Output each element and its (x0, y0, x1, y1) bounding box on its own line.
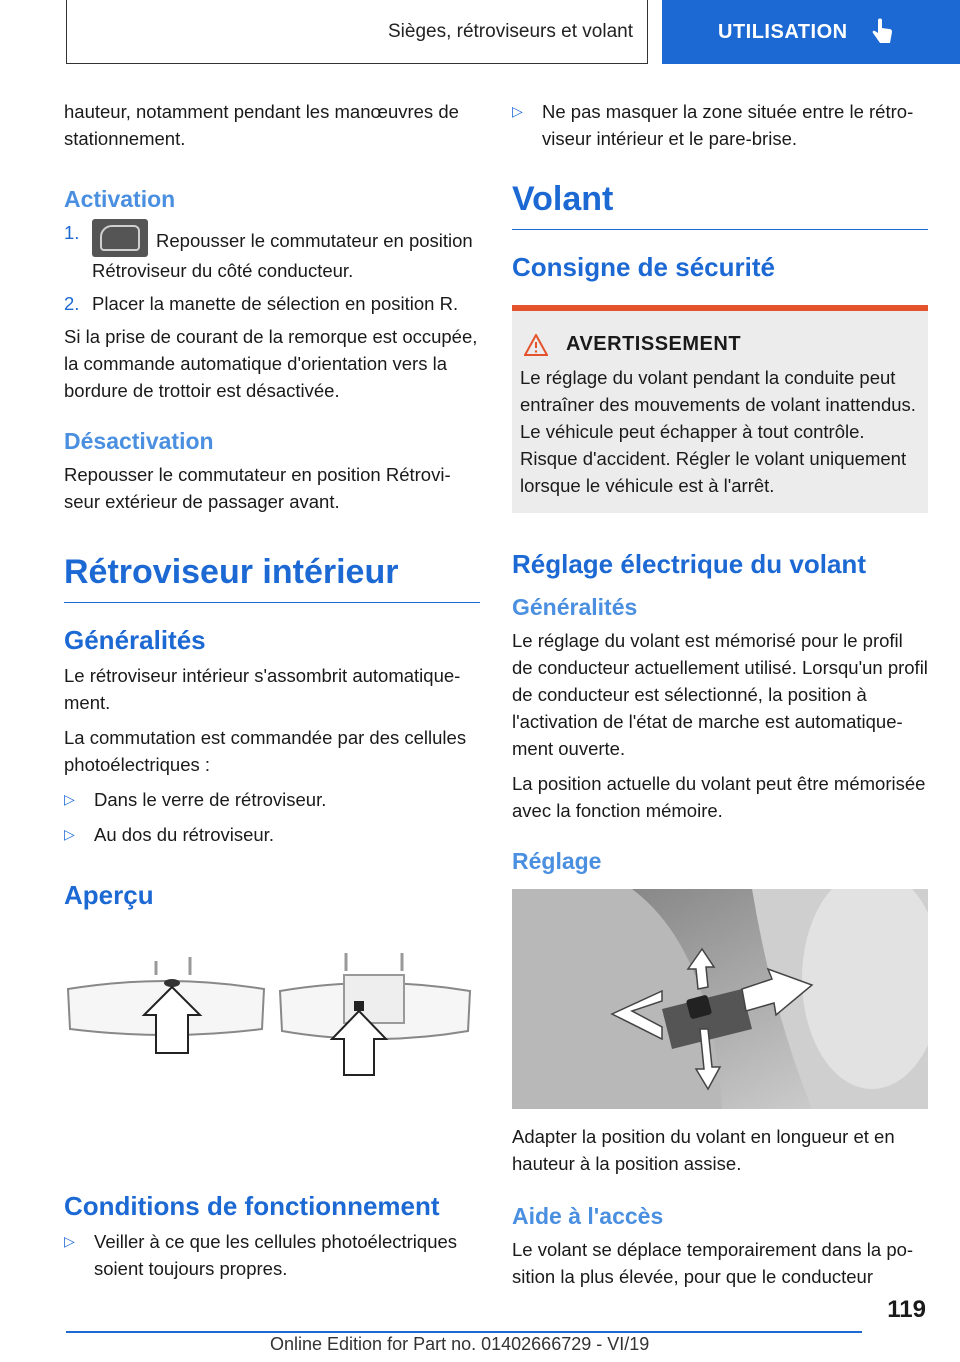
adjustment-heading: Réglage (512, 848, 602, 874)
running-header-section (66, 0, 648, 64)
general-heading: Généralités (64, 625, 206, 655)
list-item-text: Veiller à ce que les cellules photoélectriques soient toujours propres. (94, 1231, 458, 1279)
general-paragraph: La position actuelle du volant peut être mémorisée avec la fonction mémoire. (512, 773, 926, 821)
general-paragraph: Le rétroviseur intérieur s'assombrit automatiquement. (64, 665, 461, 713)
activation-step (64, 290, 480, 317)
triangle-bullet-icon: ▷ (64, 1233, 75, 1249)
access-aid-heading: Aide à l'accès (512, 1203, 664, 1229)
step-number: 1. (64, 222, 80, 243)
warning-title (520, 333, 920, 356)
safety-heading: Consigne de sécurité (512, 252, 775, 282)
general-paragraph: La commutation est commandée par des cellules photoélectriques : (64, 727, 467, 775)
list-item (64, 1228, 480, 1282)
list-item (64, 786, 480, 813)
step-text: Placer la manette de sélection en position R. (92, 293, 459, 314)
steering-adjustment-photo (512, 889, 928, 1109)
list-item-text: Ne pas masquer la zone située entre le rétroviseur intérieur et le pare-brise. (542, 101, 914, 149)
footer-divider (66, 1331, 862, 1333)
operating-conditions-heading: Conditions de fonctionnement (64, 1191, 440, 1221)
activation-note: Si la prise de courant de la remorque est occupée, la commande automatique d'orientation vers la bordure de trottoir est désactivée. (64, 326, 478, 401)
electric-adjustment-heading: Réglage électrique du volant (512, 549, 866, 579)
access-aid-text: Le volant se déplace temporairement dans la position la plus élevée, pour que le conducteur (512, 1239, 914, 1287)
section-title: Sièges, rétroviseurs et volant (387, 20, 633, 42)
list-item (64, 821, 480, 848)
left-column (64, 98, 480, 1290)
chapter-title: UTILISATION (718, 20, 848, 43)
deactivation-text: Repousser le commutateur en position Rétroviseur extérieur de passager avant. (64, 464, 451, 512)
steering-wheel-heading: Volant (512, 180, 928, 230)
triangle-bullet-icon: ▷ (512, 103, 523, 119)
activation-heading: Activation (64, 186, 176, 212)
list-item-text: Dans le verre de rétroviseur. (94, 789, 327, 810)
general-paragraph: Le réglage du volant est mémorisé pour le profil de conducteur actuellement utilisé. Lorsqu'un profil de conducteur est sélectionné, la position à l'activation de l'état de marche est automatiquement ouverte. (512, 630, 928, 759)
right-column (512, 98, 928, 1298)
warning-triangle-icon (524, 334, 548, 356)
mirror-switch-button-icon (92, 219, 148, 257)
list-item-text: Au dos du rétroviseur. (94, 824, 274, 845)
chapter-tab (662, 0, 960, 64)
edition-footer: Online Edition for Part no. 01402666729 - VI/19 (270, 1334, 650, 1354)
deactivation-heading: Désactivation (64, 428, 214, 454)
overview-heading: Aperçu (64, 880, 154, 910)
activation-step (64, 219, 480, 284)
warning-box (512, 305, 928, 513)
warning-title-text: AVERTISSEMENT (566, 333, 742, 355)
triangle-bullet-icon: ▷ (64, 826, 75, 842)
step-text: Repousser le commutateur en position Rétroviseur du côté conducteur. (92, 230, 473, 281)
intro-text: hauteur, notamment pendant les manœuvres de stationnement. (64, 101, 459, 149)
hand-pointer-icon (870, 18, 894, 46)
interior-mirror-illustration (64, 953, 480, 1133)
list-item (512, 98, 928, 152)
adjustment-caption: Adapter la position du volant en longueur et en hauteur à la position assise. (512, 1126, 895, 1174)
interior-mirror-heading: Rétroviseur intérieur (64, 553, 480, 603)
general-heading: Généralités (512, 594, 638, 620)
page-number: 119 (887, 1296, 926, 1323)
warning-text: Le réglage du volant pendant la conduite peut entraîner des mouvements de volant inattendus. Le véhicule peut échapper à tout contrôle. Risque d'accident. Régler le volant uniquement lorsque le véhicule est à l'arrêt. (520, 367, 916, 496)
step-number: 2. (64, 293, 80, 314)
triangle-bullet-icon: ▷ (64, 791, 75, 807)
